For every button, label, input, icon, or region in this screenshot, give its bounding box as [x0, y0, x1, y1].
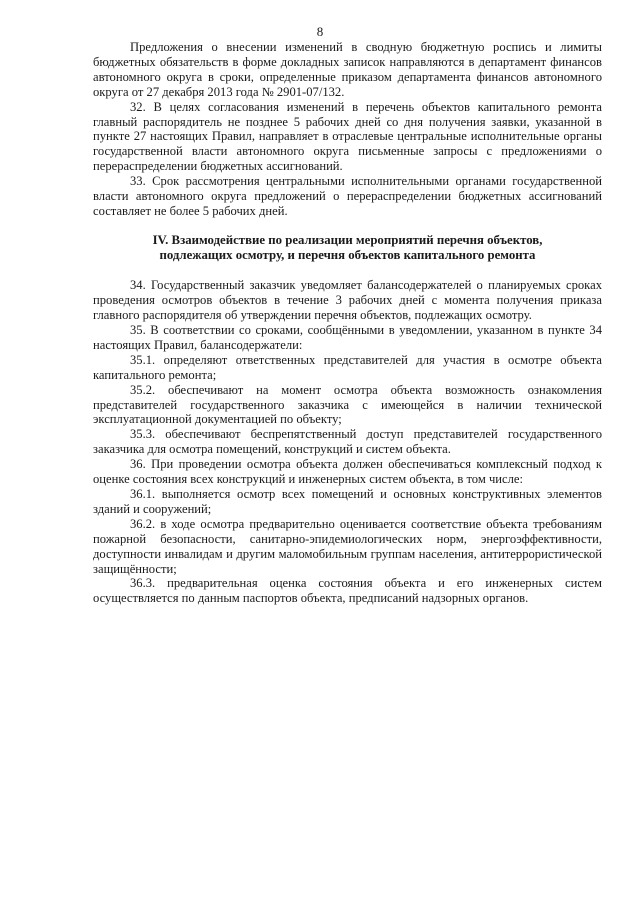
section-heading-line-1: IV. Взаимодействие по реализации мероприятий перечня объектов, [152, 232, 543, 247]
section-heading-line-2: подлежащих осмотру, и перечня объектов капитального ремонта [159, 248, 536, 263]
paragraph-budget-proposals: Предложения о внесении изменений в сводную бюджетную роспись и лимиты бюджетных обязательств в форме докладных записок направляются в департамент финансов автономного округа в сроки, определенные приказом департамента финансов автономного округа от 27 декабря 2013 года № 2901-07/132. [93, 40, 602, 99]
paragraph-35: 35. В соответствии со сроками, сообщёнными в уведомлении, указанном в пункте 34 настоящих Правил, балансодержатели: [93, 323, 602, 352]
paragraph-35-1: 35.1. определяют ответственных представителей для участия в осмотре объекта капитального ремонта; [93, 352, 602, 382]
paragraph-36-1: 36.1. выполняется осмотр всех помещений и основных конструктивных элементов зданий и сооружений; [93, 486, 602, 516]
section-heading [93, 233, 602, 263]
paragraph-36-2: 36.2. в ходе осмотра предварительно оценивается соответствие объекта требованиям пожарной безопасности, санитарно-эпидемиологических норм, энергоэффективности, доступности инвалидам и другим маломобильным группам населения, антитеррористической защищённости; [93, 516, 602, 576]
paragraph-36: 36. При проведении осмотра объекта должен обеспечиваться комплексный подход к оценке состояния всех конструкций и инженерных систем объекта, в том числе: [93, 457, 602, 487]
paragraph-34: 34. Государственный заказчик уведомляет балансодержателей о планируемых сроках проведения осмотров объектов в течение 3 рабочих дней с момента получения приказа главного распорядителя об утверждении перечня объектов, подлежащих осмотру. [93, 278, 602, 323]
paragraph-35-2: 35.2. обеспечивают на момент осмотра объекта возможность ознакомления представителей государственного заказчика с имеющейся в наличии технической эксплуатационной документацией по объекту; [93, 382, 602, 427]
page-number: 8 [316, 24, 324, 39]
paragraph-36-3: 36.3. предварительная оценка состояния объекта и его инженерных систем осуществляется по данным паспортов объекта, предписаний надзорных органов. [93, 576, 602, 606]
paragraph-33: 33. Срок рассмотрения центральными исполнительными органами государственной власти автономного округа предложений о перераспределении бюджетных ассигнований составляет не более 5 рабочих дней. [93, 174, 602, 218]
paragraph-35-3: 35.3. обеспечивают беспрепятственный доступ представителей государственного заказчика для осмотра помещений, конструкций и систем объекта. [93, 427, 602, 457]
document-body [93, 40, 602, 606]
paragraph-32: 32. В целях согласования изменений в перечень объектов капитального ремонта главный распорядитель не позднее 5 рабочих дней со дня получения заявки, указанной в пункте 27 настоящих Правил, направляет в отраслевые центральные исполнительные органы государственной власти автономного округа письменные запросы с предложениями о перераспределении бюджетных ассигнований. [93, 99, 602, 174]
